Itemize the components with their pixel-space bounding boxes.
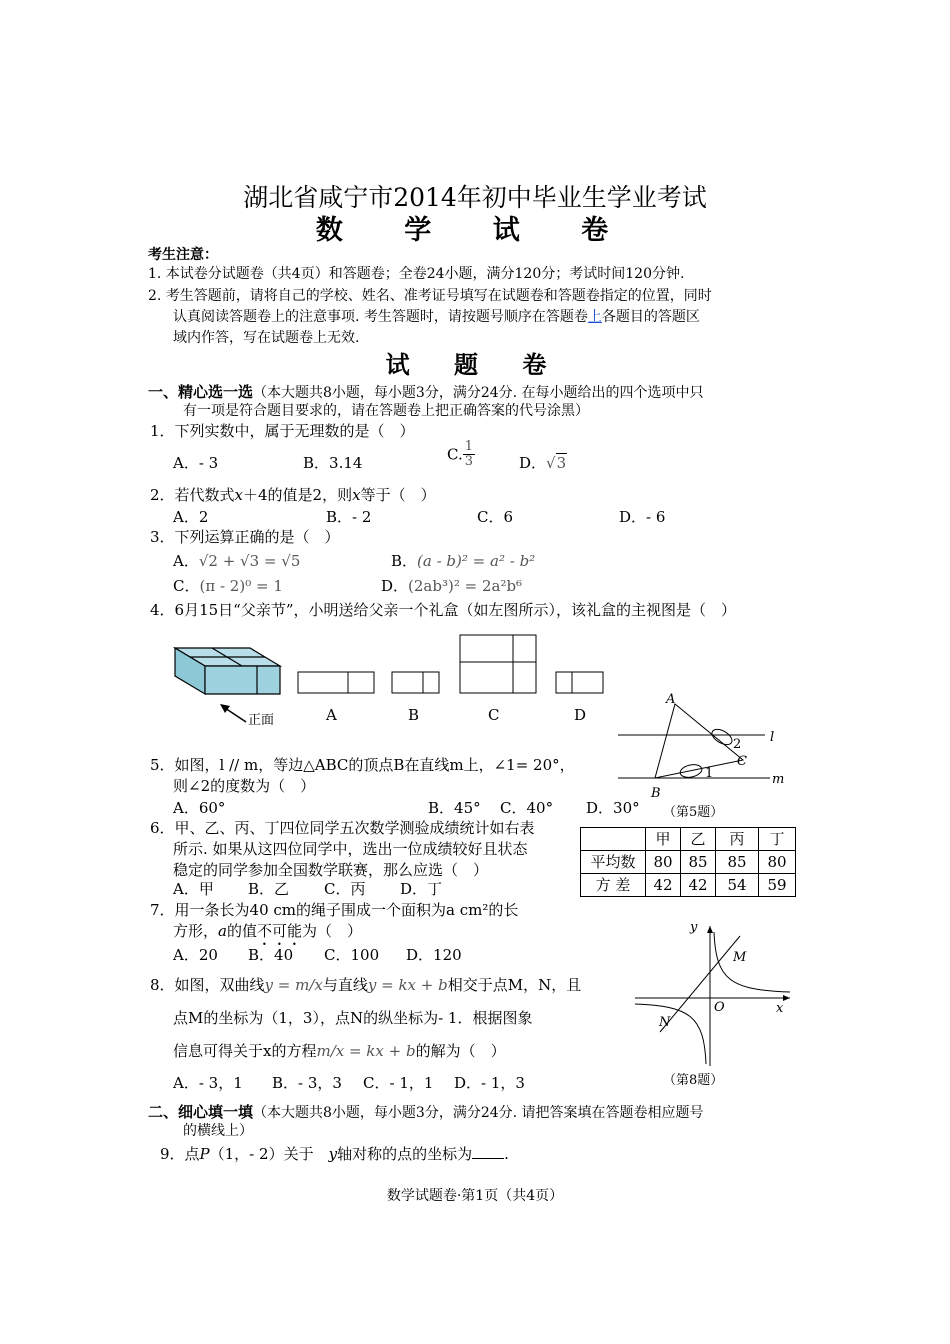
fig5-label-b: B bbox=[651, 786, 661, 801]
q7-line-1: 7．用一条长为40 cm的绳子围成一个面积为a cm²的长 bbox=[150, 901, 519, 919]
q8-line-3: 信息可得关于x的方程m/x = kx + b的解为（ ） bbox=[173, 1042, 506, 1060]
option-c-drawing bbox=[460, 635, 536, 693]
hyperbola-branch-2 bbox=[635, 1004, 706, 1064]
notice-item-2-line-3: 域内作答，写在试题卷上无效. bbox=[173, 330, 360, 346]
angle-2-marker bbox=[709, 726, 734, 747]
table-cell: 59 bbox=[759, 874, 796, 897]
q5-option-c: C．40° bbox=[500, 799, 554, 817]
q2-option-b: B．- 2 bbox=[326, 508, 372, 526]
table-cell: 42 bbox=[646, 874, 681, 897]
table-cell: 80 bbox=[759, 851, 796, 874]
q5-option-b: B．45° bbox=[428, 799, 481, 817]
table-cell: 丙 bbox=[716, 828, 759, 851]
fig5-label-c: C bbox=[737, 754, 747, 769]
q4-option-c: C bbox=[488, 706, 500, 724]
table-cell: 85 bbox=[716, 851, 759, 874]
q3-option-d: D．(2ab³)² = 2a²b⁶ bbox=[381, 577, 523, 595]
option-d-drawing bbox=[556, 672, 603, 693]
q7-option-d: D．120 bbox=[406, 946, 462, 964]
q1-stem: 1．下列实数中，属于无理数的是（ ） bbox=[150, 422, 415, 440]
table-cell: 平均数 bbox=[581, 851, 646, 874]
notice-item-2-line-2: 认真阅读答题卷上的注意事项. 考生答题时，请按题号顺序在答题卷上各题目的答题区 bbox=[173, 309, 700, 325]
q6-option-d: D．丁 bbox=[400, 880, 443, 898]
q2-option-c: C．6 bbox=[477, 508, 514, 526]
exam-title: 湖北省咸宁市2014年初中毕业生学业考试 bbox=[243, 183, 707, 212]
q4-stem: 4．6月15日“父亲节”，小明送给父亲一个礼盒（如左图所示），该礼盒的主视图是（ ） bbox=[150, 601, 737, 619]
q2-option-d: D．- 6 bbox=[619, 508, 666, 526]
q7-line-2: 方形，a的值不可能为（ ） bbox=[173, 922, 363, 940]
q6-line-1: 6．甲、乙、丙、丁四位同学五次数学测验成绩统计如右表 bbox=[150, 819, 535, 837]
q6-stats-table bbox=[580, 827, 796, 897]
y-axis-arrow bbox=[707, 926, 713, 933]
q6-option-b: B．乙 bbox=[248, 880, 290, 898]
page-footer: 数学试题卷·第1页（共4页） bbox=[386, 1188, 564, 1204]
fig5-label-1: 1 bbox=[705, 766, 714, 781]
q7-option-a: A．20 bbox=[173, 946, 218, 964]
straight-line bbox=[660, 936, 740, 1032]
notice-heading: 考生注意： bbox=[148, 247, 218, 263]
q1-option-c: C. $\frac{1}{3}$ bbox=[447, 439, 473, 470]
q9-answer-blank bbox=[472, 1144, 504, 1159]
table-cell: 54 bbox=[716, 874, 759, 897]
part2-intro: 二、细心填一填（本大题共8小题，每小题3分，满分24分. 请把答案填在答题卷相应题号 bbox=[148, 1103, 704, 1121]
fig8-label-m: M bbox=[733, 950, 747, 965]
table-cell: 乙 bbox=[681, 828, 716, 851]
part2-desc-2: 的横线上） bbox=[183, 1123, 253, 1139]
notice-item-1: 1. 本试卷分试题卷（共4页）和答题卷；全卷24小题，满分120分；考试时间120分钟. bbox=[148, 266, 685, 282]
q4-option-a: A bbox=[326, 706, 337, 724]
notice-link[interactable]: 上 bbox=[587, 309, 602, 325]
table-cell: 80 bbox=[646, 851, 681, 874]
q7-option-c: C．100 bbox=[324, 946, 380, 964]
q8-figure bbox=[630, 920, 800, 1070]
q1-option-b: B．3.14 bbox=[303, 454, 363, 472]
table-row bbox=[581, 874, 796, 897]
q4-option-d: D bbox=[574, 706, 587, 724]
fig5-label-a: A bbox=[666, 692, 676, 707]
q6-option-a: A．甲 bbox=[173, 880, 214, 898]
q3-option-a: A．√2 + √3 = √5 bbox=[173, 552, 301, 570]
q5-option-a: A．60° bbox=[173, 799, 226, 817]
q2-option-a: A．2 bbox=[173, 508, 209, 526]
front-arrow-head bbox=[220, 704, 230, 713]
table-cell: 甲 bbox=[646, 828, 681, 851]
fig8-caption: （第8题） bbox=[663, 1073, 724, 1088]
option-a-drawing bbox=[298, 672, 374, 693]
table-cell: 丁 bbox=[759, 828, 796, 851]
part1-heading: 一、精心选一选 bbox=[148, 383, 254, 401]
gift-box-drawing bbox=[175, 648, 280, 694]
q1-option-d: D．√3 bbox=[519, 454, 567, 472]
table-cell: 方 差 bbox=[581, 874, 646, 897]
q5-figure bbox=[615, 690, 790, 805]
q3-stem: 3．下列运算正确的是（ ） bbox=[150, 528, 340, 546]
table-cell: 42 bbox=[681, 874, 716, 897]
table-header-row bbox=[581, 828, 796, 851]
table-cell bbox=[581, 828, 646, 851]
x-axis-arrow bbox=[783, 995, 790, 1001]
q1-option-a: A．- 3 bbox=[173, 454, 219, 472]
q8-option-a: A．- 3，1 bbox=[173, 1074, 243, 1092]
notice-item-2-line-1: 2. 考生答题前，请将自己的学校、姓名、准考证号填写在试题卷和答题卷指定的位置，同时 bbox=[148, 288, 712, 304]
hyperbola-branch-1 bbox=[714, 932, 790, 992]
fig8-label-y: y bbox=[690, 920, 698, 935]
q5-stem-line-1: 5．如图，l // m，等边△ABC的顶点B在直线m上，∠1= 20°， bbox=[150, 756, 575, 774]
q2-stem: 2．若代数式x＋4的值是2，则x等于（ ） bbox=[150, 486, 436, 504]
q6-line-2: 所示. 如果从这四位同学中，选出一位成绩较好且状态 bbox=[173, 840, 528, 858]
q8-option-b: B．- 3，3 bbox=[272, 1074, 342, 1092]
part1-desc-2: 有一项是符合题目要求的，请在答题卷上把正确答案的代号涂黑） bbox=[183, 403, 589, 419]
table-row bbox=[581, 851, 796, 874]
q8-line-2: 点M的坐标为（1，3），点N的纵坐标为- 1．根据图象 bbox=[173, 1009, 533, 1027]
section-title: 试 题 卷 bbox=[385, 350, 565, 379]
fig8-label-n: N bbox=[659, 1015, 671, 1030]
part2-heading: 二、细心填一填 bbox=[148, 1103, 254, 1121]
q5-option-d: D．30° bbox=[586, 799, 640, 817]
triangle-abc bbox=[655, 704, 743, 778]
q9-stem: 9．点P（1，- 2）关于 y轴对称的点的坐标为 . bbox=[160, 1145, 509, 1163]
fig5-label-2: 2 bbox=[733, 737, 742, 752]
q8-option-d: D．- 1，3 bbox=[454, 1074, 525, 1092]
q3-option-c: C．(π - 2)⁰ = 1 bbox=[173, 577, 283, 595]
q4-figures bbox=[170, 630, 620, 730]
option-b-drawing bbox=[392, 672, 439, 693]
front-label: 正面 bbox=[248, 713, 275, 728]
q4-option-b: B bbox=[408, 706, 420, 724]
fig5-caption: （第5题） bbox=[663, 805, 724, 820]
exam-subtitle: 数 学 试 卷 bbox=[315, 215, 635, 246]
fig8-label-x: x bbox=[776, 1001, 784, 1016]
fig5-label-m: m bbox=[772, 772, 785, 787]
part1-intro: 一、精心选一选（本大题共8小题，每小题3分，满分24分. 在每小题给出的四个选项中只 bbox=[148, 383, 704, 401]
fig5-label-l: l bbox=[770, 730, 775, 745]
fig8-label-o: O bbox=[714, 1000, 725, 1015]
q5-stem-line-2: 则∠2的度数为（ ） bbox=[173, 777, 316, 795]
q8-line-1: 8．如图，双曲线y = m/x与直线y = kx + b相交于点M，N，且 bbox=[150, 976, 582, 994]
table-cell: 85 bbox=[681, 851, 716, 874]
q3-option-b: B．(a - b)² = a² - b² bbox=[391, 552, 536, 570]
q7-option-b: B．40 bbox=[248, 946, 294, 964]
q6-line-3: 稳定的同学参加全国数学联赛，那么应选（ ） bbox=[173, 861, 489, 879]
q6-option-c: C．丙 bbox=[324, 880, 366, 898]
q8-option-c: C．- 1，1 bbox=[363, 1074, 434, 1092]
